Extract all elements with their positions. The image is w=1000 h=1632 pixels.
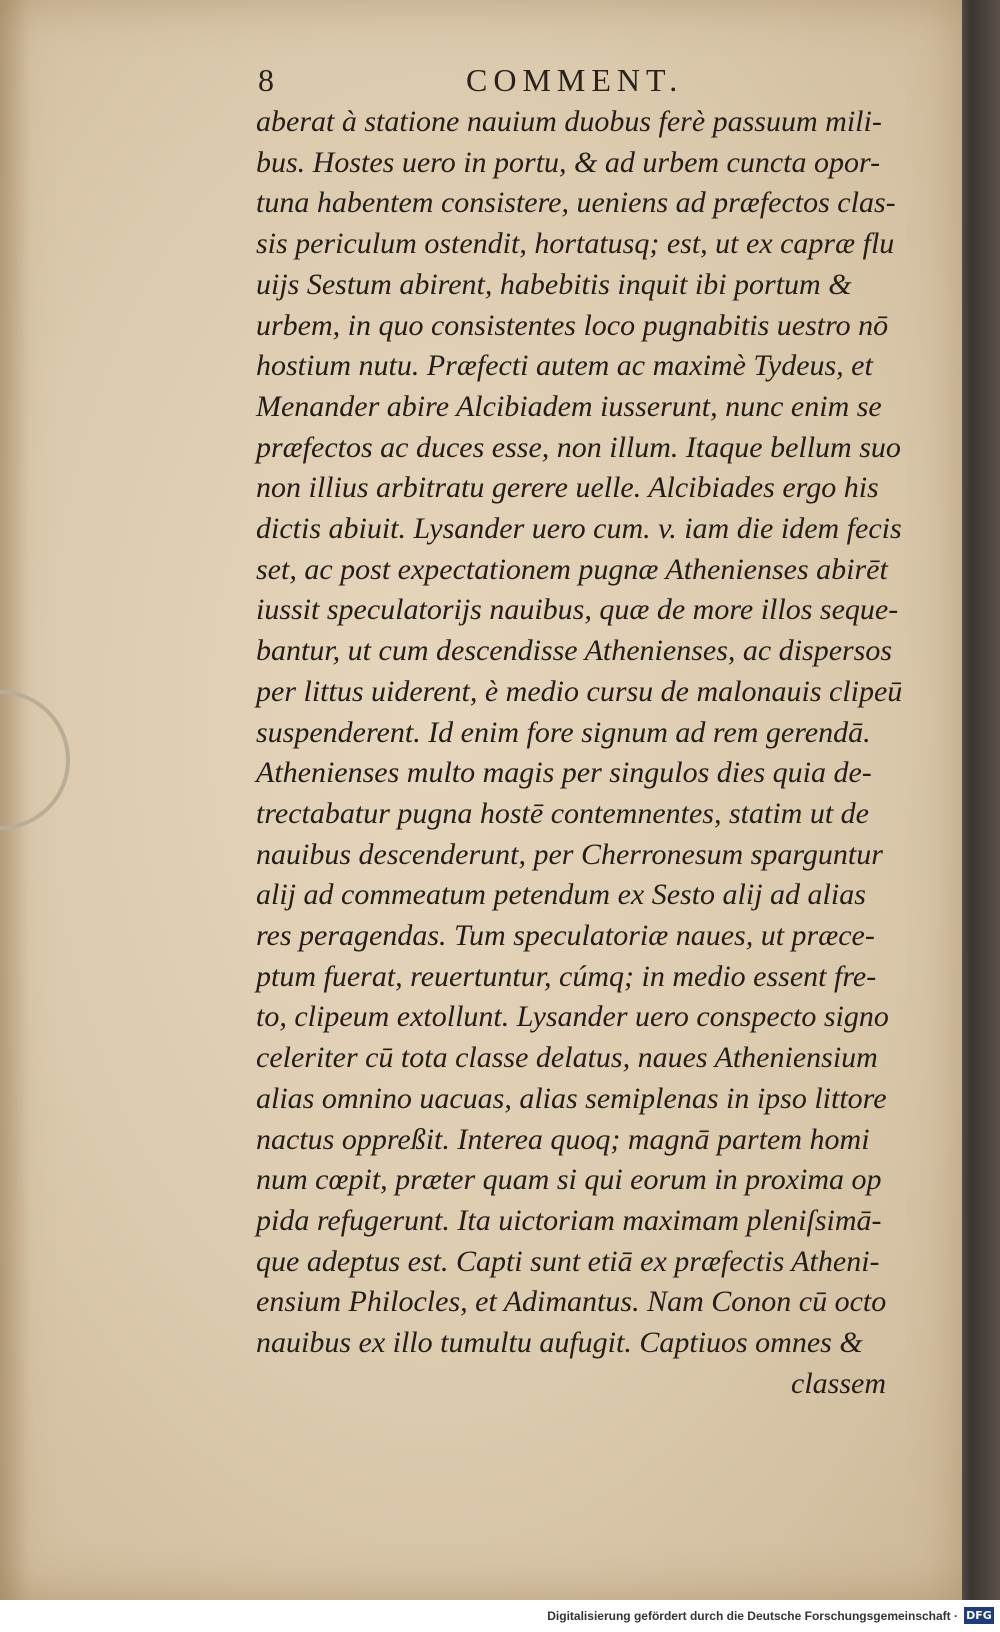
text-line: bantur, ut cum descendisse Athenienses, ac dispersos [256, 634, 893, 668]
text-line: Athenienses multo magis per singulos dies quia de- [256, 756, 872, 790]
text-line: non illius arbitratu gerere uelle. Alcibiades ergo his [256, 471, 879, 505]
text-line: alias omnino uacuas, alias semiplenas in ipso littore [256, 1081, 887, 1115]
text-line: num cœpit, præter quam si qui eorum in proxima op [256, 1163, 882, 1197]
running-head: COMMENT. [466, 62, 684, 98]
digitization-footer [0, 1600, 1000, 1632]
text-line: uijs Sestum abirent, habebitis inquit ibi portum & [256, 267, 852, 301]
dfg-logo: DFG [964, 1607, 994, 1624]
catchword: classem [791, 1366, 886, 1400]
text-line: tuna habentem consistere, ueniens ad præfectos clas- [256, 186, 896, 220]
text-line: ensium Philocles, et Adimantus. Nam Conon cū octo [256, 1285, 887, 1319]
body-text [256, 102, 903, 1405]
text-line: nauibus ex illo tumultu aufugit. Captiuos omnes & [256, 1326, 863, 1360]
text-line: urbem, in quo consistentes loco pugnabitis uestro nō [256, 308, 889, 342]
text-line: per littus uiderent, è medio cursu de malonauis clipeū [256, 674, 903, 708]
text-line: iussit speculatorijs nauibus, quæ de more illos seque- [256, 593, 899, 627]
funding-credit: Digitalisierung gefördert durch die Deutsche Forschungsgemeinschaft · [547, 1609, 958, 1623]
text-line: nactus oppreßit. Interea quoq; magnā partem homi [256, 1122, 870, 1156]
text-line: dictis abiuit. Lysander uero cum. v. iam die idem fecis [256, 512, 902, 546]
text-line: Menander abire Alcibiadem iusserunt, nunc enim se [256, 389, 882, 423]
text-line: ptum fuerat, reuertuntur, cúmq; in medio essent fre- [256, 959, 877, 993]
text-line: bus. Hostes uero in portu, & ad urbem cuncta opor- [256, 145, 881, 179]
page-number: 8 [258, 62, 274, 98]
text-line: hostium nutu. Præfecti autem ac maximè Tydeus, et [256, 349, 873, 383]
text-line: suspenderent. Id enim fore signum ad rem gerendā. [256, 715, 871, 749]
text-line: to, clipeum extollunt. Lysander uero conspecto signo [256, 1000, 889, 1034]
text-line: trectabatur pugna hostē contemnentes, statim ut de [256, 796, 869, 830]
text-line: aberat à statione nauium duobus ferè passuum mili- [256, 105, 882, 138]
text-line: præfectos ac duces esse, non illum. Itaque bellum suo [256, 430, 901, 464]
text-line: que adeptus est. Capti sunt etiā ex præfectis Atheni- [256, 1244, 880, 1278]
text-line: pida refugerunt. Ita uictoriam maximam pleniſsimā- [256, 1203, 882, 1237]
text-line: sis periculum ostendit, hortatusq; est, ut ex capræ flu [256, 227, 895, 261]
text-line: nauibus descenderunt, per Cherronesum sparguntur [256, 837, 883, 871]
text-line: res peragendas. Tum speculatoriæ naues, ut præce- [256, 919, 875, 953]
text-line: alij ad commeatum petendum ex Sesto alij ad alias [256, 878, 866, 912]
text-line: celeriter cū tota classe delatus, naues Atheniensium [256, 1041, 878, 1075]
page-header [258, 62, 918, 102]
page-clip [0, 690, 70, 830]
text-line: set, ac post expectationem pugnæ Athenienses abirēt [256, 552, 888, 586]
